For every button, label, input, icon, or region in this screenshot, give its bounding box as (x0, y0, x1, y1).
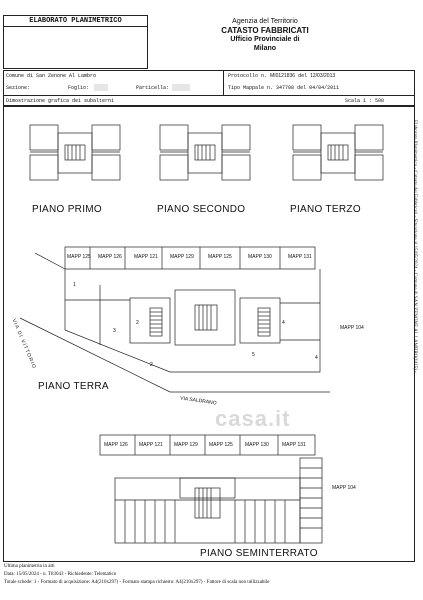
foglio-label: Foglio: (68, 85, 90, 91)
footer-line-1: Ultima planimetria in atti (4, 564, 55, 569)
sezione-label: Sezione: (6, 85, 31, 91)
protocollo-label: Protocollo n. (228, 73, 268, 79)
unit-number: 3 (113, 328, 116, 334)
protocollo-del: del (298, 73, 308, 79)
mapp-label: MAPP 121 (134, 254, 158, 260)
street-saldrano: VIA SALDRANO (179, 395, 217, 407)
protocollo-date: 12/03/2013 (310, 73, 336, 79)
mappale-date: 04/04/2011 (309, 85, 340, 91)
comune-label: Comune di San Zenone Al Lambro (6, 73, 97, 79)
mapp-label: MAPP 131 (282, 442, 306, 448)
floor-label-terzo: PIANO TERZO (290, 204, 361, 215)
unit-number: 4 (282, 320, 285, 326)
mapp-label: MAPP 125 (208, 254, 232, 260)
office-name: Ufficio Provinciale di (230, 36, 300, 43)
footer-line-3: Totale schede: 1 - Formato di acquisizione: A4(210x297) - Formato stampa richiesto: A4(210x297) - Fattore di scala non utilizzabile (4, 580, 270, 585)
mapp-label: MAPP 130 (245, 442, 269, 448)
particella-label: Particella: (136, 85, 170, 91)
catasto-name: CATASTO FABBRICATI (221, 26, 309, 35)
street-vittorio: VIA DI VITTORIO (10, 318, 38, 371)
mapp-side-semi: MAPP 104 (332, 485, 356, 491)
unit-number: 1 (73, 282, 76, 288)
mappale-value: 347708 (276, 85, 295, 91)
unit-number: 5 (252, 352, 255, 358)
doc-title: ELABORATO PLANIMETRICO (4, 17, 147, 27)
mapp-label: MAPP 130 (248, 254, 272, 260)
mapp-side-terra: MAPP 104 (340, 325, 364, 331)
unit-number: 2 (136, 320, 139, 326)
watermark: casa.it (215, 406, 291, 431)
side-note: Elaborato Planimetrico - Catasto dei Fabbricati - Situazione al 15/05/2024 - Comune di SAN ZENONE AL LAMBRO(I415) - (412, 120, 417, 373)
mappale-label: Tipo Mappale n. (228, 85, 274, 91)
mapp-label: MAPP 125 (209, 442, 233, 448)
mapp-label: MAPP 126 (104, 442, 128, 448)
footer (4, 563, 409, 587)
scala-label: Scala 1 : 500 (345, 98, 385, 104)
dimostrazione-label: Dimostrazione grafica dei subalterni (6, 98, 115, 104)
agency-name: Agenzia del Territorio (232, 18, 298, 25)
mapp-label: MAPP 131 (288, 254, 312, 260)
protocollo-value: MI0121836 (270, 73, 296, 79)
mapp-label: MAPP 125 (67, 254, 91, 260)
plan-secondo (160, 125, 250, 180)
office-city: Milano (253, 45, 277, 52)
footer-line-2: Data: 15/05/2024 - n. T83043 - Richiedente: Telematico (4, 572, 117, 577)
plan-primo (30, 125, 120, 180)
mapp-label: MAPP 121 (139, 442, 163, 448)
floor-label-primo: PIANO PRIMO (32, 204, 102, 215)
mapp-label: MAPP 126 (98, 254, 122, 260)
mapp-label: MAPP 129 (170, 254, 194, 260)
floor-label-terra: PIANO TERRA (38, 381, 109, 392)
mapp-label: MAPP 129 (174, 442, 198, 448)
plan-terzo (293, 125, 383, 180)
mappale-del: del (297, 85, 307, 91)
unit-number: 4 (315, 355, 318, 361)
floor-label-secondo: PIANO SECONDO (157, 204, 246, 215)
floor-label-seminterrato: PIANO SEMINTERRATO (200, 548, 318, 559)
plan-seminterrato (100, 435, 322, 543)
unit-number: 2 (150, 362, 153, 368)
